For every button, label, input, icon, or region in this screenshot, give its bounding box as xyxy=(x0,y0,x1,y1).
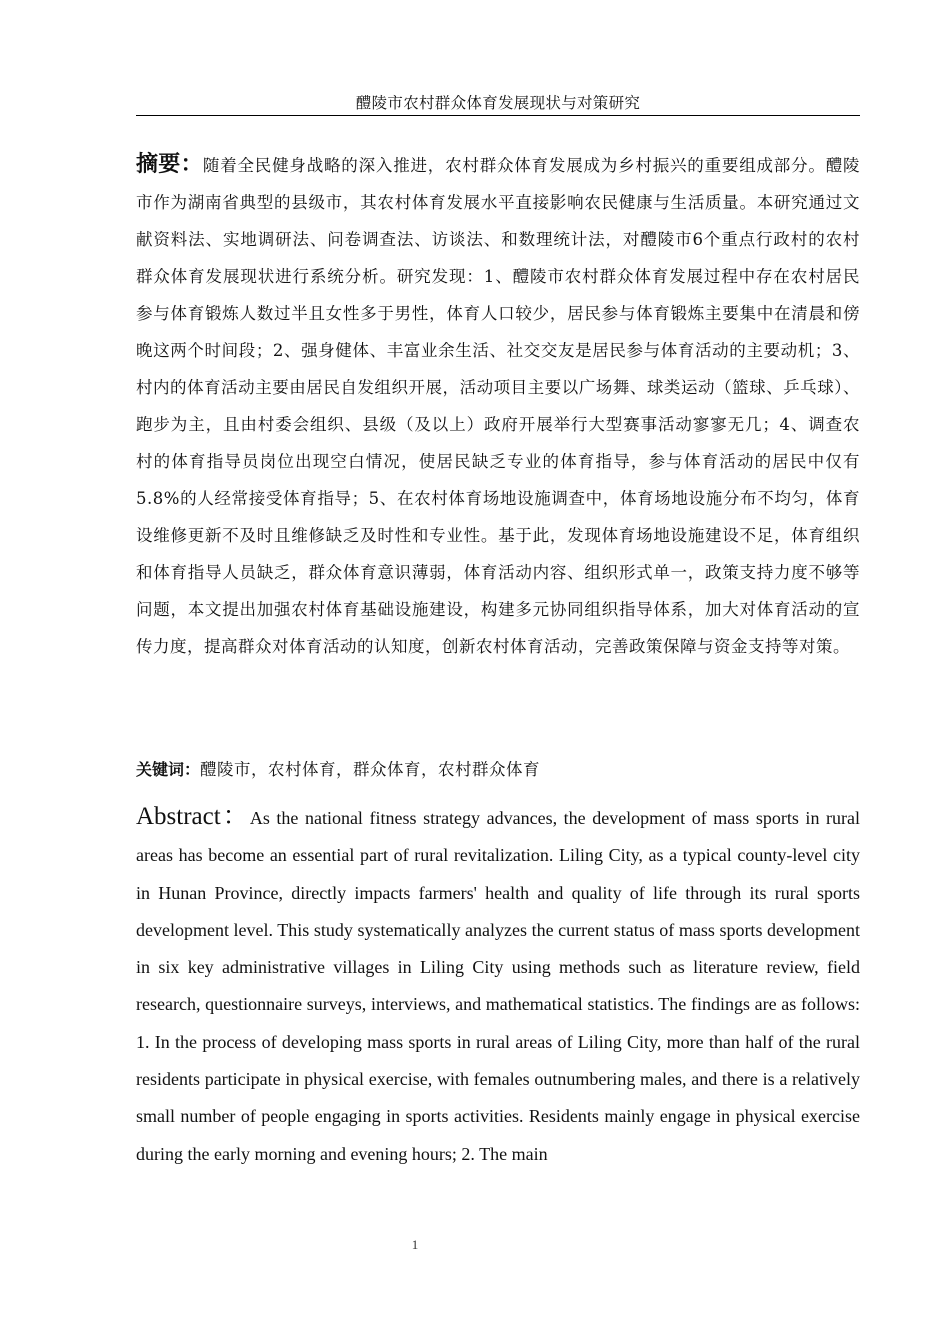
english-abstract-label: Abstract： xyxy=(136,803,250,830)
chinese-abstract xyxy=(136,146,860,665)
page-number: 1 xyxy=(411,1237,419,1252)
keywords-text: 醴陵市，农村体育，群众体育，农村群众体育 xyxy=(200,760,541,779)
keywords-label: 关键词： xyxy=(136,760,201,779)
running-header-title: 醴陵市农村群众体育发展现状与对策研究 xyxy=(355,94,641,112)
keywords xyxy=(136,753,860,787)
chinese-abstract-label: 摘要： xyxy=(136,152,203,177)
english-abstract-text: As the national fitness strategy advances, the development of mass sports in rural areas has become an essential part of rural revitalization. Liling City, as a typical county-level city in Hunan Province, directly impacts farmers' health and quality of life through its rural sports development level. This study systematically analyzes the current status of mass sports development in six key administrative villages in Liling City using methods such as literature review, field research, questionnaire surveys, interviews, and mathematical statistics. The findings are as follows: 1. In the process of developing mass sports in rural areas of Liling City, more than half of the rural residents participate in physical exercise, with females outnumbering males, and there is a relatively small number of people engaging in sports activities. Residents mainly engage in physical exercise during the early morning and evening hours; 2. The main xyxy=(136,808,860,1164)
header-divider xyxy=(136,115,860,116)
chinese-abstract-text: 随着全民健身战略的深入推进，农村群众体育发展成为乡村振兴的重要组成部分。醴陵市作为湖南省典型的县级市，其农村体育发展水平直接影响农民健康与生活质量。本研究通过文献资料法、实地调研法、问卷调查法、访谈法、和数理统计法，对醴陵市6个重点行政村的农村群众体育发展现状进行系统分析。研究发现：1、醴陵市农村群众体育发展过程中存在农村居民参与体育锻炼人数过半且女性多于男性，体育人口较少，居民参与体育锻炼主要集中在清晨和傍晚这两个时间段；2、强身健体、丰富业余生活、社交交友是居民参与体育活动的主要动机；3、村内的体育活动主要由居民自发组织开展，活动项目主要以广场舞、球类运动（篮球、乒乓球）、跑步为主，且由村委会组织、县级（及以上）政府开展举行大型赛事活动寥寥无几；4、调查农村的体育指导员岗位出现空白情况，使居民缺乏专业的体育指导，参与体育活动的居民中仅有5.8%的人经常接受体育指导；5、在农村体育场地设施调查中，体育场地设施分布不均匀，体育设维修更新不及时且维修缺乏及时性和专业性。基于此，发现体育场地设施建设不足，体育组织和体育指导人员缺乏，群众体育意识薄弱，体育活动内容、组织形式单一，政策支持力度不够等问题，本文提出加强农村体育基础设施建设，构建多元协同组织指导体系，加大对体育活动的宣传力度，提高群众对体育活动的认知度，创新农村体育活动，完善政策保障与资金支持等对策。 xyxy=(136,156,860,656)
english-abstract xyxy=(136,798,860,1173)
